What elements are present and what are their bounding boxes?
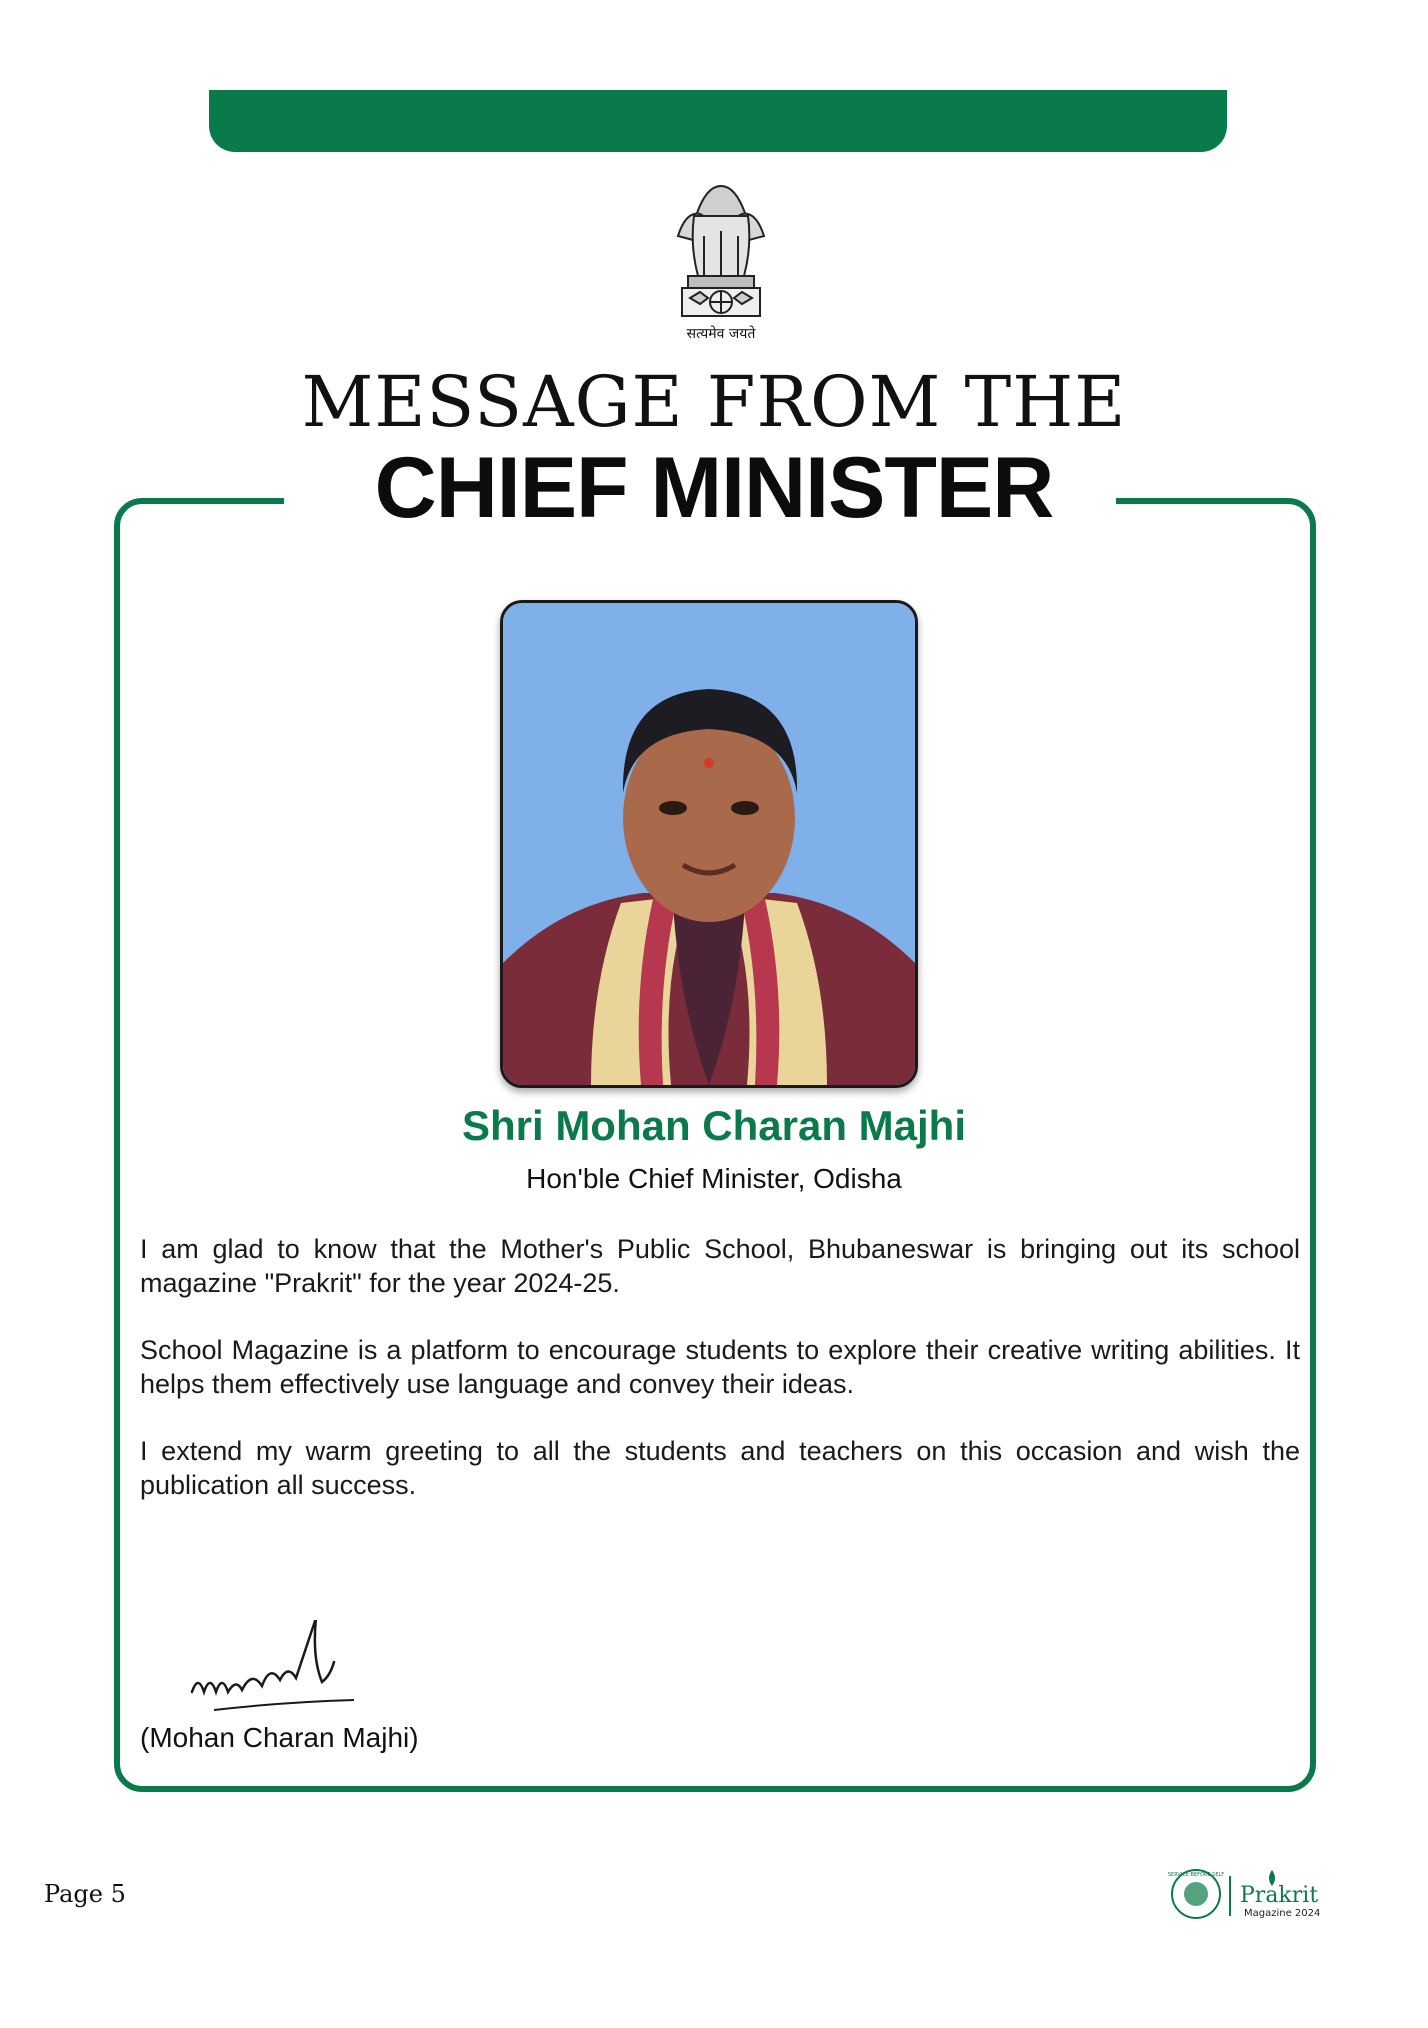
chief-minister-photo	[500, 600, 918, 1088]
message-paragraph-3: I extend my warm greeting to all the students and teachers on this occasion and wish the publication all success.	[140, 1436, 1300, 1500]
heading-line-1: MESSAGE FROM THE	[301, 361, 1127, 443]
minister-name: Shri Mohan Charan Majhi	[461, 1102, 967, 1149]
brand-subtitle: Magazine 2024	[1244, 1908, 1321, 1919]
top-banner-bar	[209, 90, 1227, 152]
portrait-illustration	[503, 603, 915, 1085]
national-emblem-icon	[666, 176, 776, 346]
message-paragraph-1: I am glad to know that the Mother's Public School, Bhubaneswar is bringing out its school magazine "Prakrit" for the year 2024-25.	[140, 1234, 1300, 1298]
emblem-motto: सत्यमेव जयते	[686, 326, 756, 342]
handwritten-signature	[184, 1620, 384, 1725]
brand-name: Prakrit	[1240, 1883, 1319, 1908]
seal-text: SERVICE BEFORE SELF	[1168, 1872, 1225, 1878]
message-paragraph-2: School Magazine is a platform to encourage students to explore their creative writing abilities. It helps them effectively use language and convey their ideas.	[140, 1335, 1300, 1399]
heading-line-2: CHIEF MINISTER	[374, 440, 1054, 536]
page-number: Page 5	[44, 1880, 126, 1908]
minister-designation: Hon'ble Chief Minister, Odisha	[526, 1163, 902, 1194]
magazine-logo	[1168, 1864, 1348, 1924]
signature-name: (Mohan Charan Majhi)	[140, 1722, 419, 1753]
